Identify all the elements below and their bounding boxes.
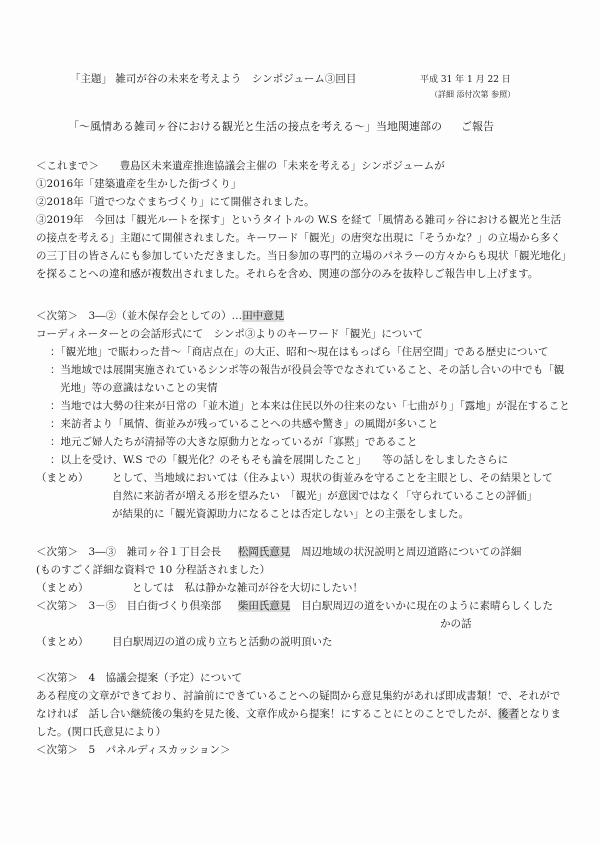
bullet-1: ：「観光地」で賑わった昔～「商店点在」の大正、昭和～現在はもっぱら「住居空間」である歴史について — [50, 346, 549, 358]
section-3-5-heading-continued: かの話 — [440, 618, 472, 630]
intro-item-2: ②2018年「道でつなぐまちづくり」にて開催されました。 — [36, 196, 315, 208]
intro-item-3-line-1: ③2019年 今回は「観光ルートを探す」というタイトルの W.S を経て「風情ある雑司ヶ谷における観光と生活 — [36, 214, 562, 226]
section-3-3-summary-text: としては 私は静かな雑司が谷を大切にしたい！ — [132, 582, 363, 594]
section-3-2-summary-label: （まとめ） — [36, 472, 89, 484]
section-4-line-2-tail: となりま — [519, 708, 561, 720]
report-subtitle-tail: ご報告 — [461, 120, 494, 133]
section-3-3-heading-text: ＜次第＞ 3―③ 雑司ヶ谷１丁目会長 — [36, 546, 222, 558]
section-3-5-summary-label: （まとめ） — [36, 636, 89, 648]
speaker-name-tanaka: 田中意見 — [242, 310, 285, 322]
bullet-2-line-1: ：当地域では展開実施されているシンポ等の報告が役員会等でなされていること、その話し合いの中でも「観 — [50, 364, 565, 376]
section-4-line-1: ある程度の文章ができており、討論前にできていることへの疑問から意見集約があれば即成書類！で、それがで — [36, 690, 561, 702]
document-date: 平成 31 年 1 月 22 日 — [420, 75, 511, 85]
section-5-heading: ＜次第＞ 5 パネルディスカッション＞ — [36, 744, 231, 756]
intro-item-3-line-4: を探ることへの違和感が複数出されました。それらを含め、関連の部分のみを抜粋しご報告申し上げます。 — [36, 268, 539, 280]
document-title: 「主題」 雑司が谷の未来を考えよう シンポジューム③回目 — [70, 73, 357, 85]
speaker-name-shibata: 柴田氏意見 — [237, 600, 291, 612]
section-3-2-summary-line-3: が結果的に「観光資源助力になることは否定しない」との主張をしました。 — [112, 508, 469, 520]
intro-lead — [36, 160, 445, 173]
section-3-2-heading-text: ＜次第＞ 3―②（並木保存会としての）… — [36, 310, 243, 322]
section-3-5-heading-detail: 目白駅周辺の道をいかに現在のように素晴らしくした — [301, 600, 554, 612]
section-3-2-sub: コーディネーターとの会話形式にて シンポ③よりのキーワード「観光」について — [36, 328, 424, 340]
intro-lead-text: 豊島区未来遺産推進協議会主催の「未来を考える」シンポジュームが — [119, 160, 445, 172]
section-4-line-3: した。(関口氏意見により） — [36, 726, 167, 738]
section-3-2-summary-line-1: として、当地域においては（住みよい）現状の街並みを守ることを主眼とし、その結果として — [112, 472, 553, 484]
section-3-3-note: (ものすごく詳細な資料で 10 分程話されました） — [36, 564, 271, 576]
bullet-3: ：当地では大勢の往来が日常の「並木道」と本来は住民以外の往来のない「七曲がり」「露地」が混在すること — [50, 400, 570, 412]
section-3-3-summary-label: （まとめ） — [36, 582, 89, 594]
intro-lead-label: ＜これまで＞ — [36, 160, 99, 172]
section-3-5-heading — [36, 600, 553, 613]
attachment-note: （詳細 添付次第 参照） — [430, 90, 516, 99]
section-3-5-heading-text: ＜次第＞ 3－⑤ 目白街づくり倶楽部 — [36, 600, 222, 612]
bullet-6: ：以上を受け、W.S での「観光化？のそもそも論を展開したこと」 等の話しをしましたさらに — [50, 454, 509, 466]
bullet-5: ：地元ご婦人たちが清掃等の大きな原動力となっているが「寡黙」であること — [50, 436, 418, 448]
section-4-line-2-text: なければ 話し合い継続後の集約を見た後、文章作成から提案！にすることにとのことでしたが、 — [36, 708, 498, 720]
section-4-heading: ＜次第＞ 4 協議会提案（予定）について — [36, 672, 242, 684]
intro-item-1: ①2016年「建築遺産を生かした街づくり」 — [36, 178, 242, 190]
section-4-line-2 — [36, 708, 561, 721]
bullet-4: ：来訪者より「風情、街並みが残っていることへの共感や驚き」の風聞が多いこと — [50, 418, 439, 430]
speaker-name-matsuoka: 松岡氏意見 — [237, 546, 291, 558]
bullet-2-line-2: 光地」等の意識はないことの実情 — [60, 382, 218, 394]
report-subtitle — [68, 120, 494, 133]
section-3-3-heading — [36, 546, 521, 559]
section-3-2-heading — [36, 310, 284, 323]
highlight-latter: 後者 — [498, 708, 519, 720]
section-3-5-summary-text: 目白駅周辺の道の成り立ちと活動の説明頂いた — [112, 636, 333, 648]
intro-item-3-line-3: の三丁目の皆さんにも参加していただきました。当日参加の専門的立場のパネラーの方々からも現状「観光地化」 — [36, 250, 572, 262]
section-3-2-summary-line-2: 自然に来訪者が増える形を望みたい 「観光」が意図ではなく「守られていることの評価」 — [112, 490, 538, 502]
intro-item-3-line-2: の接点を考える」主題にて開催されました。キーワード「観光」の唐突な出現に「そうかな？」の立場から多く — [36, 232, 561, 244]
section-3-3-heading-detail: 周辺地域の状況説明と周辺道路についての詳細 — [301, 546, 522, 558]
report-subtitle-main: 「～風情ある雑司ヶ谷における観光と生活の接点を考える～」当地関連部の — [68, 120, 442, 133]
